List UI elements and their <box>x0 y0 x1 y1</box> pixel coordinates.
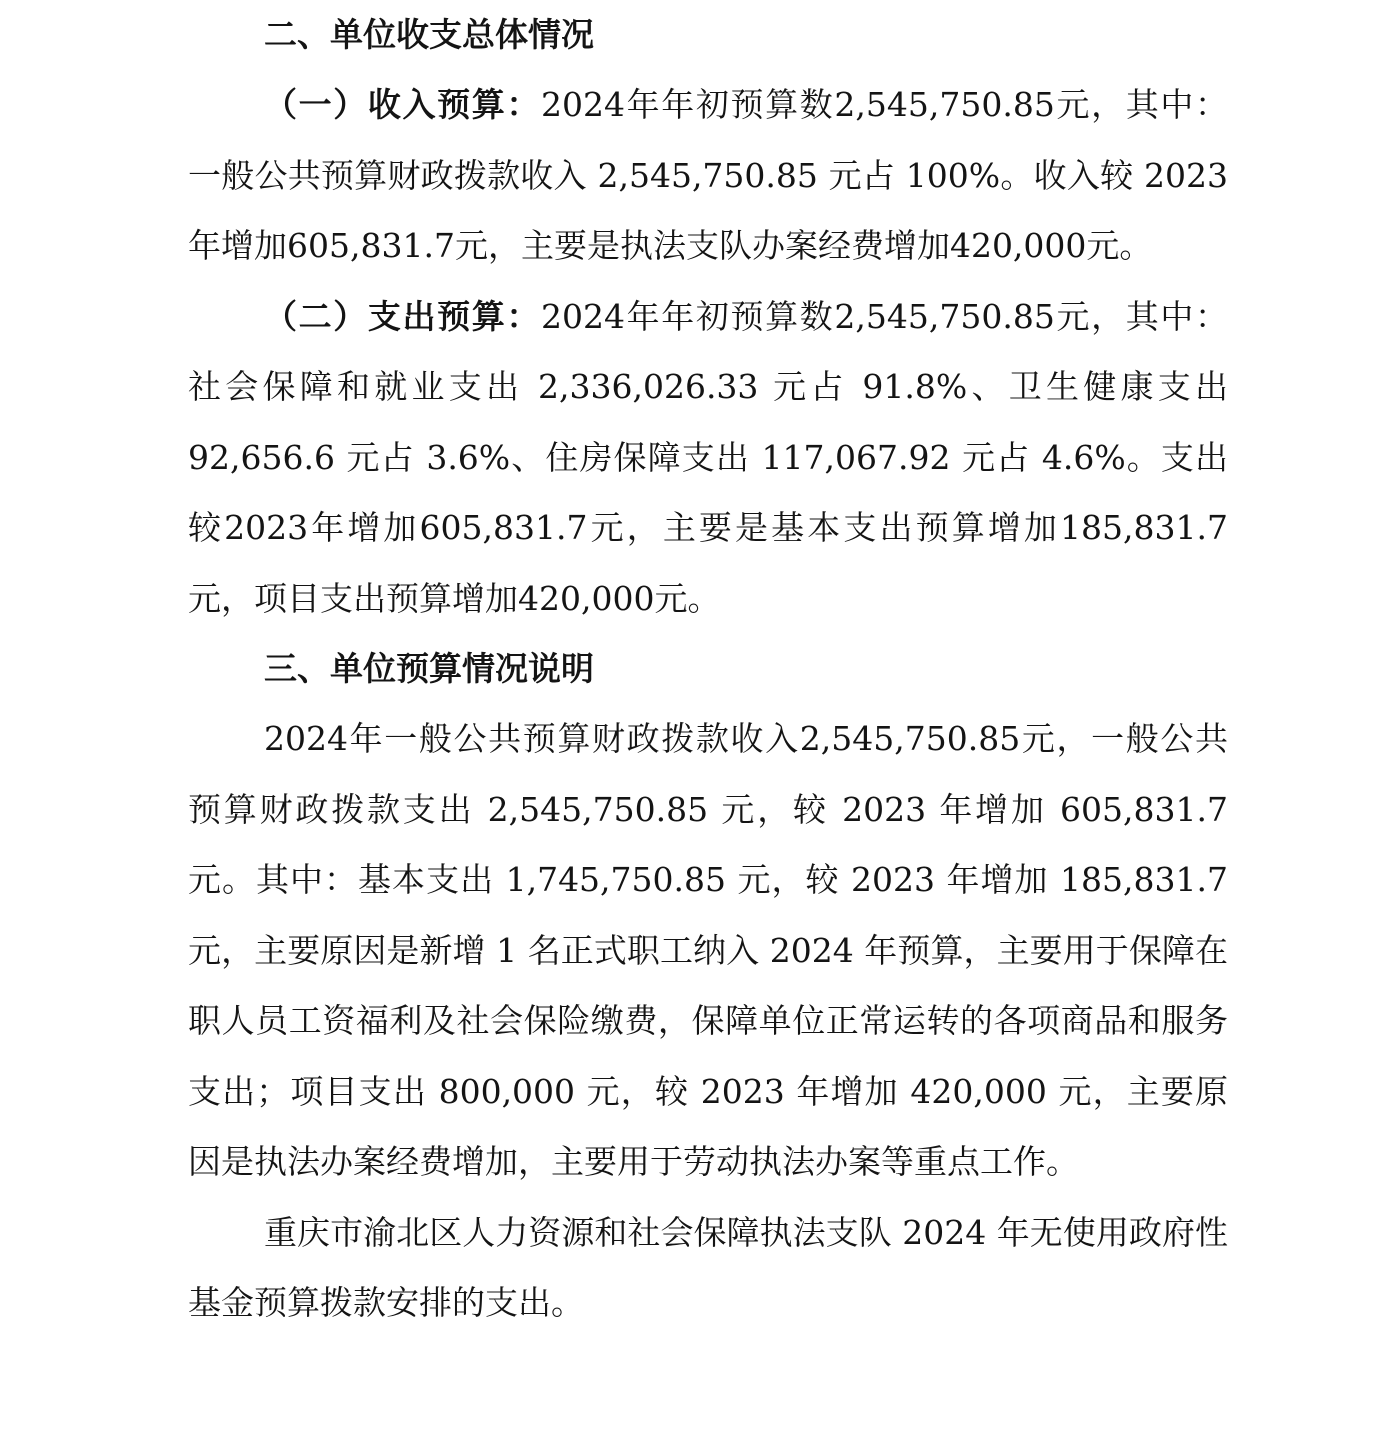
government-fund-paragraph <box>188 1198 1228 1339</box>
income-budget-paragraph <box>188 70 1228 282</box>
expenditure-budget-paragraph <box>188 282 1228 635</box>
expenditure-budget-text: 2024年年初预算数2,545,750.85元，其中：社会保障和就业支出 2,336,026.33 元占 91.8%、卫生健康支出 92,656.6 元占 3.6%、住房保障支出 117,067.92 元占 4.6%。支出较2023年增加605,831.7元，主要是基本支出预算增加185,831.7元，项目支出预算增加420,000元。 <box>188 296 1228 618</box>
general-budget-paragraph <box>188 704 1228 1198</box>
income-budget-text: 2024年年初预算数2,545,750.85元，其中：一般公共预算财政拨款收入 2,545,750.85 元占 100%。收入较 2023年增加605,831.7元，主要是执法支队办案经费增加420,000元。 <box>188 85 1228 265</box>
section-heading-budget-explanation: 三、单位预算情况说明 <box>264 649 594 688</box>
document-page <box>188 0 1228 1339</box>
general-budget-text: 2024年一般公共预算财政拨款收入2,545,750.85元，一般公共预算财政拨款支出 2,545,750.85 元，较 2023 年增加 605,831.7 元。其中：基本支出 1,745,750.85 元，较 2023 年增加 185,831.7 元，主要原因是新增 1 名正式职工纳入 2024 年预算，主要用于保障在职人员工资福利及社会保险缴费，保障单位正常运转的各项商品和服务支出；项目支出 800,000 元，较 2023 年增加 420,000 元，主要原因是执法办案经费增加，主要用于劳动执法办案等重点工作。 <box>188 719 1228 1181</box>
income-budget-lead: （一）收入预算： <box>264 85 542 124</box>
section-heading-income-expenditure: 二、单位收支总体情况 <box>264 15 594 54</box>
expenditure-budget-lead: （二）支出预算： <box>264 296 542 336</box>
government-fund-text: 重庆市渝北区人力资源和社会保障执法支队 2024 年无使用政府性基金预算拨款安排的支出。 <box>188 1212 1228 1322</box>
